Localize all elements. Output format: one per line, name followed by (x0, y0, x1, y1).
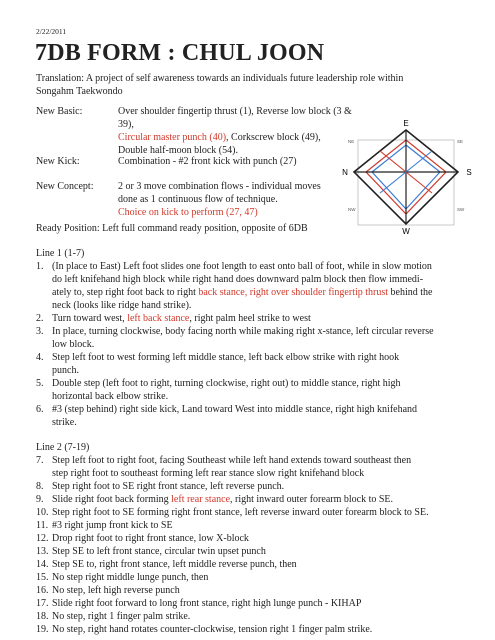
list-item (36, 312, 491, 325)
item-text-c: , right palm heel strike to west (189, 313, 311, 324)
page-title: 7DB FORM : CHUL JOON (35, 40, 325, 66)
diagram-label-s: S (466, 168, 472, 177)
item-text (52, 325, 486, 351)
item-number: 2. (36, 313, 44, 324)
item-text: #3 right jump front kick to SE (52, 520, 173, 531)
item-line: horizontal back elbow strike. (52, 391, 169, 402)
new-basic-line-3: Double half-moon block (54). (118, 145, 238, 156)
item-text (52, 312, 486, 325)
new-concept-values (118, 180, 363, 219)
item-number: 18. (36, 611, 49, 622)
item-number: 6. (36, 404, 44, 415)
diagram-label-se: SE (457, 139, 464, 144)
item-number: 9. (36, 494, 44, 505)
new-concept-label: New Concept: (36, 181, 94, 192)
direction-diagram (340, 115, 480, 235)
list-item (36, 610, 491, 623)
item-text-highlight: back stance, right over shoulder fingertip thrust (198, 287, 389, 298)
item-text: No step, left high reverse punch (52, 585, 180, 596)
diagram-label-nw: NW (348, 207, 356, 212)
new-basic-label: New Basic: (36, 106, 83, 117)
item-line: low block. (52, 339, 95, 350)
new-concept-line-1: 2 or 3 move combination flows - individual moves (118, 181, 321, 192)
new-basic-values (118, 105, 363, 157)
item-text: Step right foot to SE forming right front stance, left reverse inward outer forearm block to SE. (52, 507, 429, 518)
list-item (36, 351, 491, 377)
list-item (36, 454, 491, 480)
circular-master-punch: Circular master punch (40) (118, 132, 227, 143)
item-text (52, 454, 486, 480)
item-line: Step left foot to right foot, facing Southeast while left hand extends toward southeast then (52, 455, 412, 466)
item-line: Step left foot to west forming left middle stance, left back elbow strike with right hook (52, 352, 400, 363)
ready-position: Ready Position: Left full command ready position, opposite of 6DB (36, 223, 308, 234)
new-concept-line-3: Choice on kick to perform (27, 47) (118, 207, 258, 218)
item-number: 13. (36, 546, 49, 557)
translation (36, 72, 486, 98)
item-number: 11. (36, 520, 49, 531)
item-line: do left knifehand high block while right hand does downward palm block then flow immedi- (52, 274, 424, 285)
item-number: 15. (36, 572, 49, 583)
item-line: In place, turning clockwise, body facing north while making right x-stance, left circular reverse (52, 326, 434, 337)
item-text: No step right middle lunge punch, then (52, 572, 209, 583)
diagram-label-ne: NE (348, 139, 355, 144)
item-number: 16. (36, 585, 49, 596)
translation-line-1: Translation: A project of self awareness towards an individuals future leadership role within (36, 73, 404, 84)
item-number: 10. (36, 507, 49, 518)
diagram-label-n: N (342, 168, 348, 177)
item-line: punch. (52, 365, 79, 376)
item-text-highlight: left rear stance (171, 494, 231, 505)
item-number: 17. (36, 598, 49, 609)
list-item (36, 571, 491, 584)
item-line (52, 286, 486, 299)
item-number: 5. (36, 378, 44, 389)
item-text-highlight: left back stance (127, 313, 190, 324)
item-text: Drop right foot to right front stance, low X-block (52, 533, 249, 544)
diagram-label-w: W (402, 227, 410, 235)
item-text: No step, right hand rotates counter-clockwise, tension right 1 finger palm strike. (52, 624, 373, 635)
item-number: 14. (36, 559, 49, 570)
list-item (36, 403, 491, 429)
line-2-heading: Line 2 (7-19) (36, 442, 90, 453)
new-basic-line-1: Over shoulder fingertip thrust (1), Reverse low block (3 & 39), (118, 106, 352, 130)
item-line: strike. (52, 417, 77, 428)
item-number: 12. (36, 533, 49, 544)
item-text: Slide right foot forward to long front stance, right high lunge punch - KIHAP (52, 598, 362, 609)
item-text (52, 260, 486, 312)
translation-line-2: Songahm Taekwondo (36, 86, 123, 97)
item-text: Step SE to, right front stance, left middle reverse punch, then (52, 559, 297, 570)
item-text: Step right foot to SE right front stance, left reverse punch. (52, 481, 285, 492)
list-item (36, 493, 491, 506)
item-number: 3. (36, 326, 44, 337)
item-number: 8. (36, 481, 44, 492)
item-text (52, 377, 486, 403)
new-kick-value: Combination - #2 front kick with punch (27) (118, 156, 297, 167)
list-item (36, 545, 491, 558)
item-text (52, 351, 486, 377)
list-item (36, 506, 491, 519)
list-item (36, 480, 491, 493)
item-text (52, 493, 486, 506)
item-text-c: behind the (388, 287, 433, 298)
item-number: 4. (36, 352, 44, 363)
item-line: neck (looks like ridge hand strike). (52, 300, 192, 311)
list-item (36, 325, 491, 351)
item-line: #3 (step behind) right side kick, Land toward West into middle stance, right high knifehand (52, 404, 418, 415)
item-text-a: ately to, step right foot back to right (52, 287, 199, 298)
line-1-heading: Line 1 (1-7) (36, 248, 85, 259)
list-item (36, 597, 491, 610)
item-line: (In place to East) Left foot slides one foot length to east onto ball of foot, while in slow motion (52, 261, 432, 272)
item-line: step right foot to southeast forming left rear stance slow right knifehand block (52, 468, 365, 479)
document-date: 2/22/2011 (36, 27, 67, 36)
list-item (36, 532, 491, 545)
list-item (36, 623, 491, 636)
item-line: Double step (left foot to right, turning clockwise, right out) to middle stance, right high (52, 378, 401, 389)
item-text-a: Turn toward west, (52, 313, 128, 324)
item-number: 7. (36, 455, 44, 466)
item-number: 19. (36, 624, 49, 635)
list-item (36, 377, 491, 403)
item-text: No step, right 1 finger palm strike. (52, 611, 191, 622)
new-basic-line-2 (118, 131, 363, 144)
item-number: 1. (36, 261, 44, 272)
new-basic-line-2-rest: , Corkscrew block (49), (226, 132, 321, 143)
list-item (36, 519, 491, 532)
new-kick-label: New Kick: (36, 156, 80, 167)
list-item (36, 584, 491, 597)
item-text (52, 403, 486, 429)
item-text-a: Slide right foot back forming (52, 494, 172, 505)
item-text-c: , right inward outer forearm block to SE. (230, 494, 394, 505)
diagram-label-e: E (403, 119, 409, 128)
item-text: Step SE to left front stance, circular twin upset punch (52, 546, 266, 557)
diagram-label-sw: SW (457, 207, 465, 212)
list-item (36, 260, 491, 312)
new-concept-line-2: done as 1 continuous flow of technique. (118, 194, 278, 205)
list-item (36, 558, 491, 571)
